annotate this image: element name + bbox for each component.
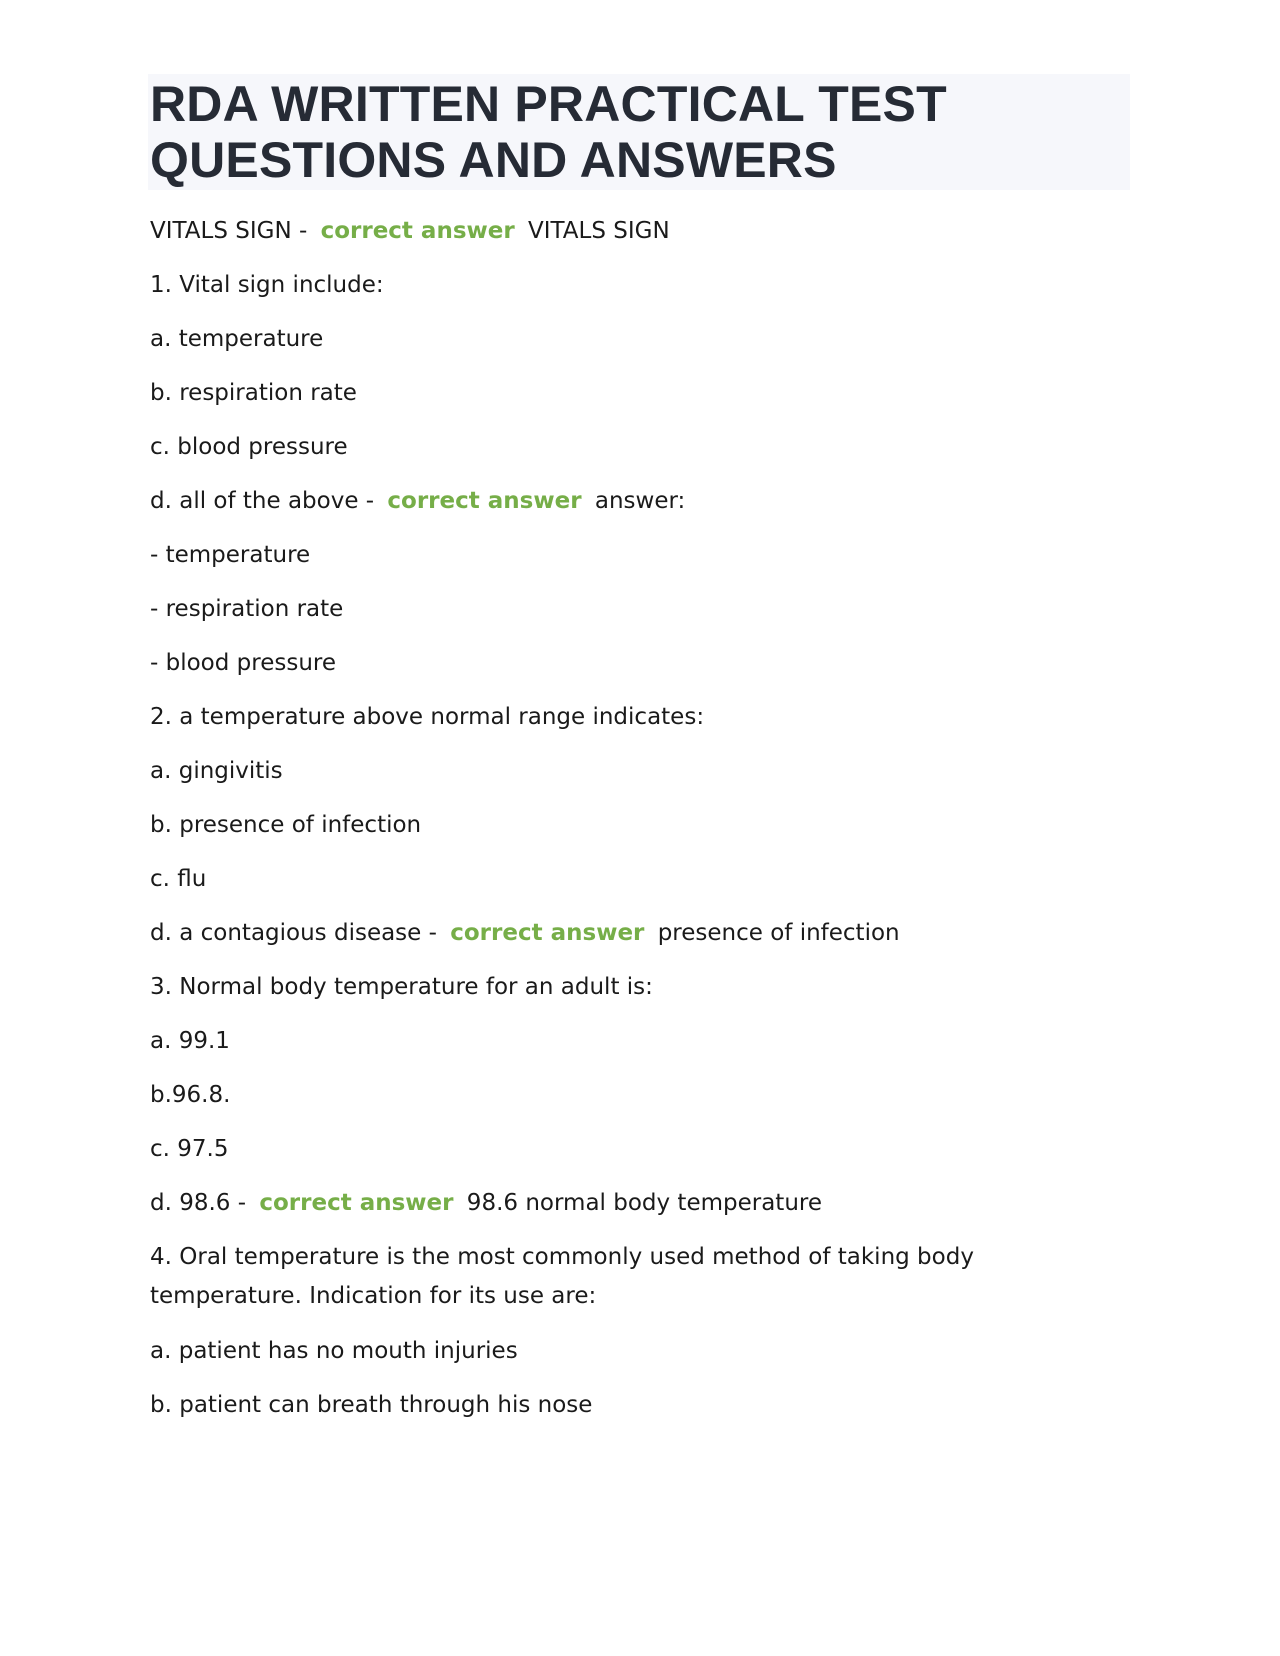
answer-text: VITALS SIGN	[520, 218, 670, 244]
correct-answer-label: correct answer	[450, 920, 645, 946]
option-3b: b.96.8.	[150, 1082, 231, 1108]
option-3d-answer	[150, 1184, 822, 1223]
answer-item-temperature: - temperature	[150, 542, 311, 568]
option-2b: b. presence of infection	[150, 812, 422, 838]
option-4a: a. patient has no mouth injuries	[150, 1338, 518, 1364]
answer-text: answer:	[587, 488, 686, 514]
correct-answer-label: correct answer	[259, 1190, 454, 1216]
page-title	[150, 76, 947, 188]
correct-answer-label: correct answer	[320, 218, 515, 244]
option-text: d. a contagious disease -	[150, 920, 445, 946]
title-line-2: QUESTIONS AND ANSWERS	[150, 132, 837, 188]
option-4b: b. patient can breath through his nose	[150, 1392, 593, 1418]
option-text: d. all of the above -	[150, 488, 382, 514]
correct-answer-label: correct answer	[387, 488, 582, 514]
option-1b: b. respiration rate	[150, 380, 357, 406]
answer-text: presence of infection	[650, 920, 900, 946]
option-2d-answer	[150, 914, 900, 953]
option-3a: a. 99.1	[150, 1028, 230, 1054]
question-2: 2. a temperature above normal range indicates:	[150, 704, 705, 730]
answer-item-blood-pressure: - blood pressure	[150, 650, 336, 676]
option-3c: c. 97.5	[150, 1136, 229, 1162]
option-1d-answer	[150, 482, 685, 521]
option-2c: c. flu	[150, 866, 207, 892]
question-4-line-1: 4. Oral temperature is the most commonly used method of taking body	[150, 1244, 974, 1270]
answer-item-respiration: - respiration rate	[150, 596, 344, 622]
question-1: 1. Vital sign include:	[150, 272, 384, 298]
question-text: VITALS SIGN -	[150, 218, 315, 244]
title-line-1: RDA WRITTEN PRACTICAL TEST	[150, 76, 947, 132]
option-1c: c. blood pressure	[150, 434, 348, 460]
question-4-line-2: temperature. Indication for its use are:	[150, 1283, 597, 1309]
answer-text: 98.6 normal body temperature	[459, 1190, 822, 1216]
option-2a: a. gingivitis	[150, 758, 283, 784]
section-heading-vitals	[150, 212, 670, 251]
question-3: 3. Normal body temperature for an adult is:	[150, 974, 653, 1000]
option-1a: a. temperature	[150, 326, 324, 352]
option-text: d. 98.6 -	[150, 1190, 254, 1216]
